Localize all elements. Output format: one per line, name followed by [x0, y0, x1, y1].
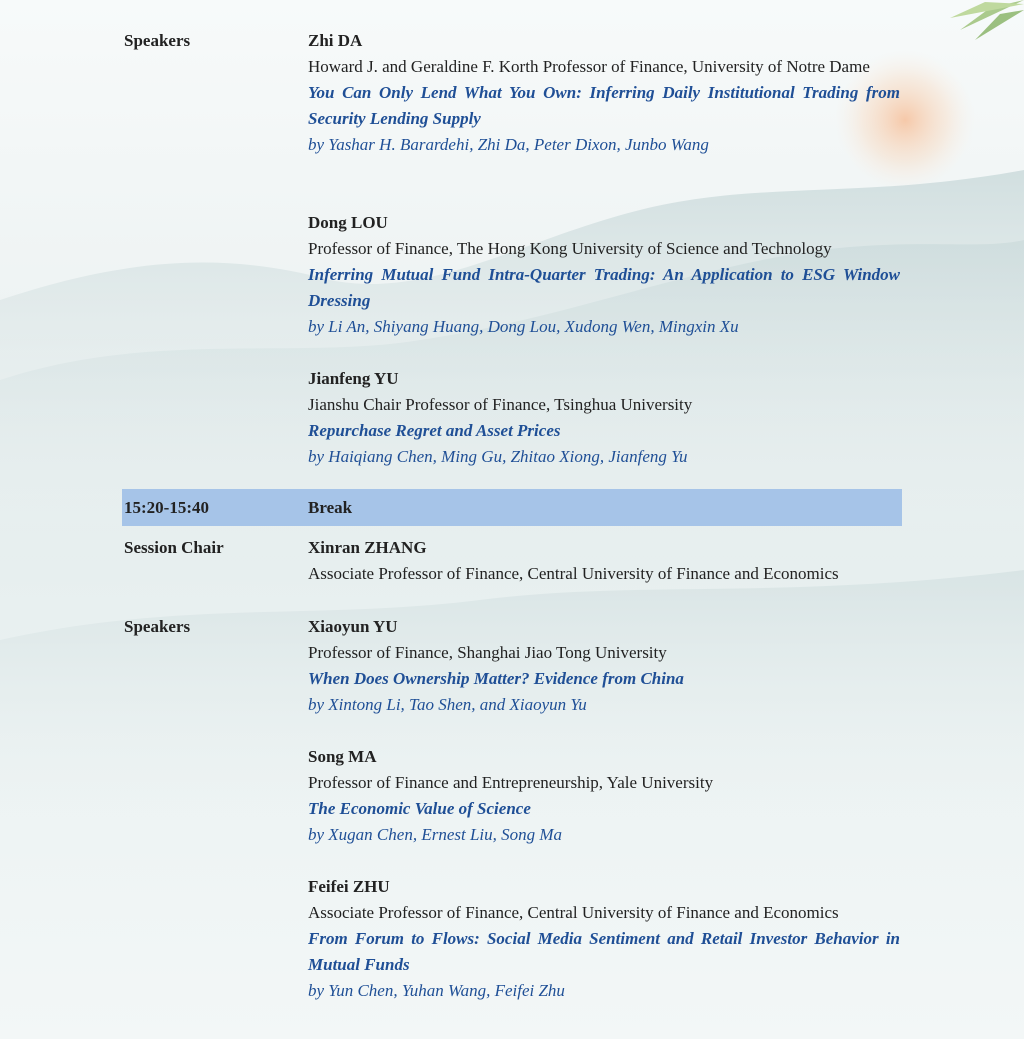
paper-title: From Forum to Flows: Social Media Sentiment and Retail Investor Behavior in Mutual Funds: [308, 929, 900, 974]
paper-title: Inferring Mutual Fund Intra-Quarter Trading: An Application to ESG Window Dressing: [308, 265, 900, 310]
speaker-entry: [308, 874, 900, 1004]
speaker-affiliation: Professor of Finance, The Hong Kong University of Science and Technology: [308, 239, 832, 258]
speaker-name: Dong LOU: [308, 213, 388, 232]
speaker-entry: [308, 210, 900, 340]
speaker-affiliation: Professor of Finance, Shanghai Jiao Tong University: [308, 643, 667, 662]
paper-authors: by Xintong Li, Tao Shen, and Xiaoyun Yu: [308, 695, 587, 714]
paper-authors: by Xugan Chen, Ernest Liu, Song Ma: [308, 825, 563, 844]
paper-title: When Does Ownership Matter? Evidence from China: [308, 669, 684, 688]
paper-authors: by Haiqiang Chen, Ming Gu, Zhitao Xiong, Jianfeng Yu: [308, 447, 688, 466]
speaker-affiliation: Associate Professor of Finance, Central University of Finance and Economics: [308, 903, 839, 922]
chair-name: Xinran ZHANG: [308, 538, 427, 557]
paper-authors: by Li An, Shiyang Huang, Dong Lou, Xudong Wen, Mingxin Xu: [308, 317, 739, 336]
speaker-name: Feifei ZHU: [308, 877, 390, 896]
break-row: [122, 489, 902, 526]
break-time: 15:20-15:40: [124, 498, 209, 517]
speaker-name: Zhi DA: [308, 31, 363, 50]
chair-affiliation: Associate Professor of Finance, Central University of Finance and Economics: [308, 564, 839, 583]
paper-authors: by Yun Chen, Yuhan Wang, Feifei Zhu: [308, 981, 565, 1000]
paper-authors: by Yashar H. Barardehi, Zhi Da, Peter Dixon, Junbo Wang: [308, 135, 709, 154]
speaker-entry: [308, 744, 900, 848]
speaker-affiliation: Professor of Finance and Entrepreneurship, Yale University: [308, 773, 714, 792]
speaker-name: Xiaoyun YU: [308, 617, 398, 636]
paper-title: You Can Only Lend What You Own: Inferring Daily Institutional Trading from Security Lending Supply: [308, 83, 900, 128]
speaker-affiliation: Jianshu Chair Professor of Finance, Tsinghua University: [308, 395, 693, 414]
session-chair-entry: [308, 535, 900, 587]
paper-title: Repurchase Regret and Asset Prices: [308, 421, 561, 440]
speakers-label: Speakers: [124, 31, 191, 50]
speakers-label: Speakers: [124, 617, 191, 636]
speaker-entry: [308, 366, 900, 470]
speaker-name: Song MA: [308, 747, 377, 766]
speaker-name: Jianfeng YU: [308, 369, 399, 388]
speaker-entry: [308, 614, 900, 718]
speaker-affiliation: Howard J. and Geraldine F. Korth Professor of Finance, University of Notre Dame: [308, 57, 870, 76]
paper-title: The Economic Value of Science: [308, 799, 531, 818]
speaker-entry: [308, 28, 900, 158]
break-label: Break: [308, 498, 353, 517]
session-chair-label: Session Chair: [124, 538, 224, 557]
